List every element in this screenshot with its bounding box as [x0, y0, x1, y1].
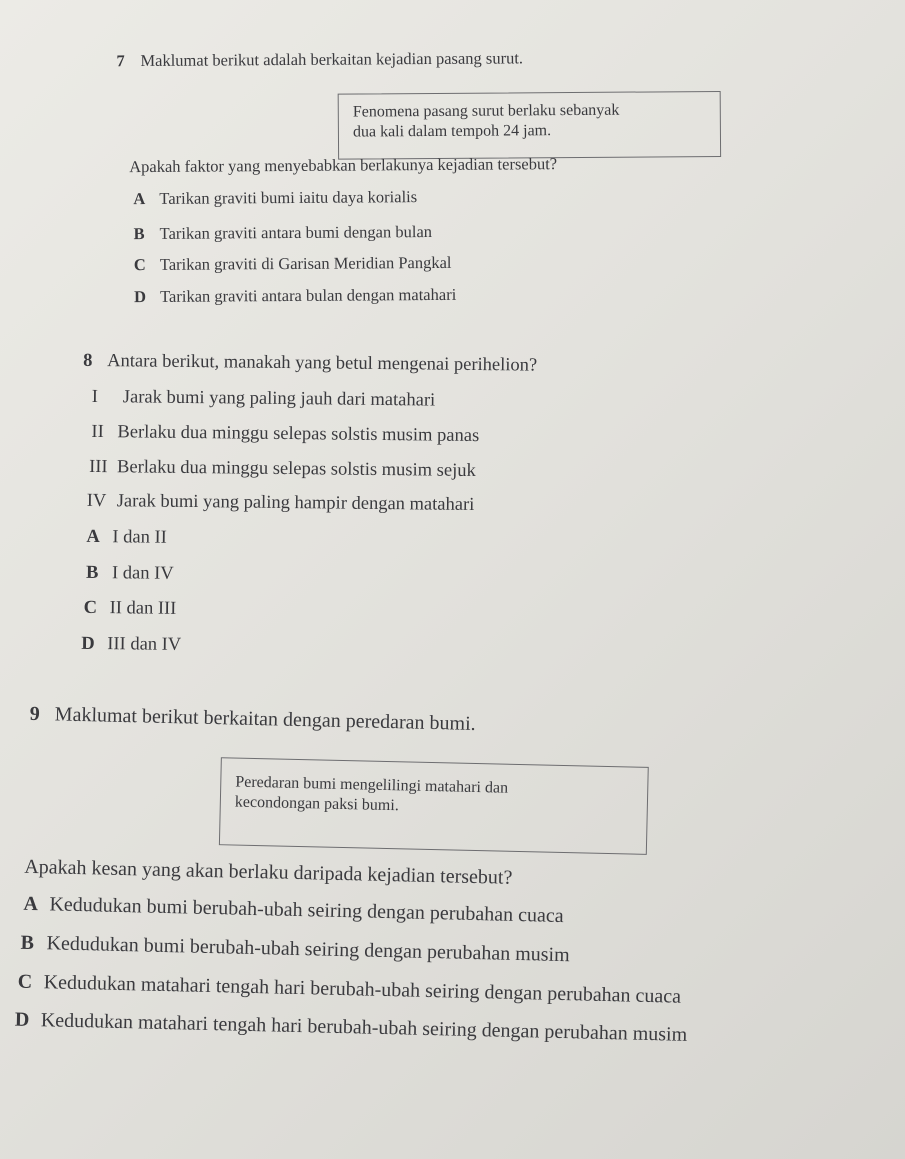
option-letter: C — [83, 597, 98, 619]
option-a[interactable]: Kedudukan bumi berubah-ubah seiring dengan perubahan cuaca — [49, 893, 564, 928]
info-box-line: dua kali dalam tempoh 24 jam. — [352, 122, 552, 141]
option-d[interactable]: Kedudukan matahari tengah hari berubah-ubah seiring dengan perubahan musim — [40, 1009, 688, 1046]
option-b[interactable]: Kedudukan bumi berubah-ubah seiring dengan perubahan musim — [46, 932, 570, 967]
option-b[interactable]: I dan IV — [111, 563, 174, 584]
statement-ii: Berlaku dua minggu selepas solstis musim panas — [117, 422, 480, 447]
statement-roman: III — [89, 456, 108, 478]
info-box — [219, 757, 649, 855]
option-letter: C — [17, 970, 33, 993]
question-stem: Antara berikut, manakah yang betul mengenai perihelion? — [107, 351, 538, 376]
question-prompt: Apakah kesan yang akan berlaku daripada kejadian tersebut? — [24, 855, 513, 889]
info-box — [338, 91, 721, 160]
statement-iii: Berlaku dua minggu selepas solstis musim sejuk — [117, 457, 476, 482]
question-prompt: Apakah faktor yang menyebabkan berlakunya kejadian tersebut? — [129, 154, 558, 177]
info-box-line: Peredaran bumi mengelilingi matahari dan — [235, 773, 509, 797]
option-letter: D — [81, 633, 95, 655]
option-letter: A — [23, 892, 39, 916]
option-letter: B — [20, 931, 35, 955]
option-d[interactable]: III dan IV — [107, 634, 182, 655]
option-c[interactable]: Kedudukan matahari tengah hari berubah-ubah seiring dengan perubahan cuaca — [43, 971, 682, 1008]
statement-roman: II — [91, 421, 104, 443]
question-number: 8 — [83, 350, 93, 371]
question-number: 7 — [116, 51, 125, 71]
question-stem: Maklumat berikut berkaitan dengan peredaran bumi. — [54, 703, 476, 735]
option-letter: B — [85, 562, 99, 584]
option-b[interactable]: Tarikan graviti antara bumi dengan bulan — [159, 221, 433, 243]
option-c[interactable]: Tarikan graviti di Garisan Meridian Pangkal — [159, 252, 452, 274]
option-letter: C — [133, 254, 146, 275]
statement-roman: I — [91, 386, 99, 408]
info-box-line: kecondongan paksi bumi. — [234, 793, 399, 815]
info-box-line: Fenomena pasang surut berlaku sebanyak — [352, 101, 620, 121]
question-number: 9 — [29, 702, 41, 726]
statement-i: Jarak bumi yang paling jauh dari matahari — [122, 387, 436, 411]
option-letter: A — [133, 188, 146, 209]
statement-iv: Jarak bumi yang paling hampir dengan matahari — [116, 491, 475, 515]
question-stem: Maklumat berikut adalah berkaitan kejadian pasang surut. — [140, 48, 524, 71]
option-letter: A — [86, 526, 100, 548]
option-a[interactable]: I dan II — [112, 527, 167, 548]
option-d[interactable]: Tarikan graviti antara bulan dengan matahari — [160, 284, 457, 306]
option-c[interactable]: II dan III — [109, 598, 177, 619]
option-letter: D — [134, 286, 147, 307]
option-a[interactable]: Tarikan graviti bumi iaitu daya korialis — [159, 187, 418, 208]
statement-roman: IV — [86, 490, 107, 512]
option-letter: B — [133, 223, 145, 244]
option-letter: D — [14, 1008, 30, 1031]
